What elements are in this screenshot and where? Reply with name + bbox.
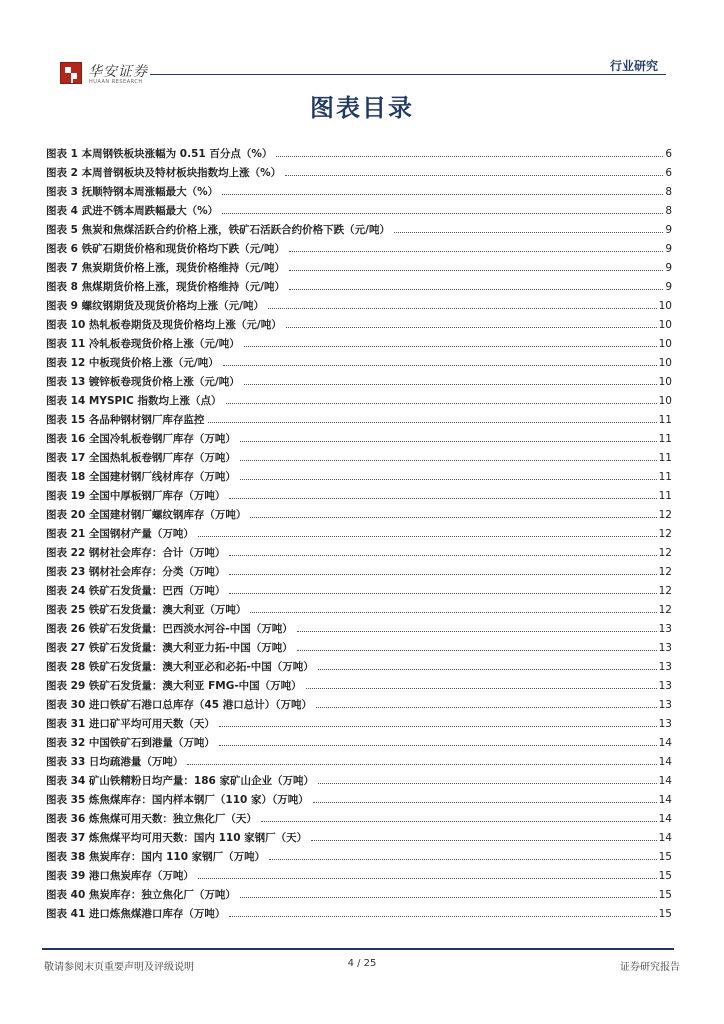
toc-entry-page: 10 — [658, 395, 672, 407]
toc-leader-dots — [208, 422, 656, 423]
report-type-tag: 行业研究 — [609, 59, 658, 73]
toc-entry-label[interactable]: 图表 16 全国冷轧板卷钢厂库存（万吨） — [46, 433, 236, 445]
toc-entry[interactable] — [46, 146, 672, 165]
toc-entry[interactable] — [46, 659, 672, 678]
toc-entry-page: 12 — [658, 566, 672, 578]
toc-leader-dots — [240, 441, 657, 442]
toc-entry[interactable] — [46, 336, 672, 355]
toc-entry-page: 11 — [658, 490, 672, 502]
toc-entry-label[interactable]: 图表 27 铁矿石发货量：澳大利亚力拓-中国（万吨） — [46, 642, 293, 654]
toc-entry-label[interactable]: 图表 19 全国中厚板钢厂库存（万吨） — [46, 490, 226, 502]
toc-entry[interactable] — [46, 488, 672, 507]
toc-entry[interactable] — [46, 849, 672, 868]
toc-leader-dots — [223, 365, 657, 366]
toc-entry-label[interactable]: 图表 17 全国热轧板卷钢厂库存（万吨） — [46, 452, 236, 464]
toc-entry-page: 13 — [658, 623, 672, 635]
page-number: 4 / 25 — [347, 958, 377, 969]
toc-entry-label[interactable]: 图表 23 钢材社会库存：分类（万吨） — [46, 566, 226, 578]
toc-entry-page: 8 — [665, 186, 672, 198]
toc-leader-dots — [244, 346, 657, 347]
toc-entry-page: 12 — [658, 528, 672, 540]
toc-entry[interactable] — [46, 754, 672, 773]
toc-leader-dots — [229, 555, 656, 556]
toc-leader-dots — [289, 270, 663, 271]
toc-entry[interactable] — [46, 526, 672, 545]
toc-entry-page: 11 — [658, 433, 672, 445]
toc-entry-page: 12 — [658, 547, 672, 559]
toc-leader-dots — [244, 384, 657, 385]
toc-entry[interactable] — [46, 203, 672, 222]
toc-leader-dots — [219, 726, 657, 727]
toc-leader-dots — [285, 175, 663, 176]
toc-entry-page: 13 — [658, 718, 672, 730]
toc-entry[interactable] — [46, 545, 672, 564]
toc-leader-dots — [269, 859, 656, 860]
toc-leader-dots — [316, 707, 657, 708]
toc-entry-label[interactable]: 图表 8 焦煤期货价格上涨，现货价格维持（元/吨） — [46, 281, 285, 293]
toc-entry-page: 13 — [658, 661, 672, 673]
toc-entry-page: 12 — [658, 604, 672, 616]
toc-entry[interactable] — [46, 374, 672, 393]
page-title: 图表目录 — [310, 94, 414, 122]
toc-entry-page: 14 — [658, 813, 672, 825]
toc-entry-page: 14 — [658, 756, 672, 768]
toc-entry[interactable] — [46, 602, 672, 621]
toc-entry[interactable] — [46, 621, 672, 640]
toc-leader-dots — [219, 745, 657, 746]
toc-entry-page: 10 — [658, 357, 672, 369]
toc-entry[interactable] — [46, 678, 672, 697]
toc-entry[interactable] — [46, 165, 672, 184]
toc-entry-page: 10 — [658, 300, 672, 312]
toc-entry-label[interactable]: 图表 33 日均疏港量（万吨） — [46, 756, 184, 768]
toc-leader-dots — [313, 802, 657, 803]
toc-entry-label[interactable]: 图表 18 全国建材钢厂线材库存（万吨） — [46, 471, 236, 483]
toc-leader-dots — [240, 897, 657, 898]
toc-entry[interactable] — [46, 222, 672, 241]
toc-entry[interactable] — [46, 393, 672, 412]
toc-entry[interactable] — [46, 507, 672, 526]
page-header — [0, 0, 724, 95]
header-divider — [150, 74, 666, 75]
toc-entry-page: 14 — [658, 832, 672, 844]
toc-entry-label[interactable]: 图表 7 焦炭期货价格上涨，现货价格维持（元/吨） — [46, 262, 285, 274]
toc-entry-label[interactable]: 图表 14 MYSPIC 指数均上涨（点） — [46, 395, 222, 407]
toc-leader-dots — [286, 327, 657, 328]
toc-entry-page: 15 — [658, 851, 672, 863]
toc-entry-page: 11 — [658, 471, 672, 483]
toc-entry-label[interactable]: 图表 29 铁矿石发货量：澳大利亚 FMG-中国（万吨） — [46, 680, 302, 692]
toc-entry-page: 13 — [658, 680, 672, 692]
toc-leader-dots — [261, 821, 657, 822]
toc-entry[interactable] — [46, 906, 672, 925]
toc-entry-page: 13 — [658, 699, 672, 711]
toc-entry-label[interactable]: 图表 36 炼焦煤可用天数：独立焦化厂（天） — [46, 813, 257, 825]
toc-entry-page: 15 — [658, 870, 672, 882]
toc-entry-page: 9 — [665, 243, 672, 255]
toc-entry-page: 14 — [658, 775, 672, 787]
toc-entry-label[interactable]: 图表 9 螺纹钢期货及现货价格均上涨（元/吨） — [46, 300, 264, 312]
toc-leader-dots — [229, 593, 656, 594]
toc-entry-label[interactable]: 图表 10 热轧板卷期货及现货价格均上涨（元/吨） — [46, 319, 282, 331]
toc-entry-label[interactable]: 图表 40 焦炭库存：独立焦化厂（万吨） — [46, 889, 236, 901]
toc-leader-dots — [222, 194, 663, 195]
toc-entry[interactable] — [46, 355, 672, 374]
toc-entry-page: 9 — [665, 224, 672, 236]
toc-entry-page: 9 — [665, 262, 672, 274]
toc-entry-label[interactable]: 图表 34 矿山铁精粉日均产量：186 家矿山企业（万吨） — [46, 775, 314, 787]
toc-entry-label[interactable]: 图表 13 镀锌板卷现货价格上涨（元/吨） — [46, 376, 240, 388]
toc-entry[interactable] — [46, 317, 672, 336]
toc-entry[interactable] — [46, 830, 672, 849]
toc-entry-page: 15 — [658, 889, 672, 901]
toc-entry-page: 6 — [665, 148, 672, 160]
toc-entry[interactable] — [46, 564, 672, 583]
toc-leader-dots — [198, 536, 657, 537]
toc-leader-dots — [240, 460, 657, 461]
toc-entry[interactable] — [46, 887, 672, 906]
toc-entry-label[interactable]: 图表 6 铁矿石期货价格和现货价格均下跌（元/吨） — [46, 243, 285, 255]
toc-entry-page: 10 — [658, 338, 672, 350]
toc-entry-label[interactable]: 图表 30 进口铁矿石港口总库存（45 港口总计）（万吨） — [46, 699, 312, 711]
toc-leader-dots — [297, 650, 657, 651]
toc-entry-page: 11 — [658, 452, 672, 464]
toc-leader-dots — [187, 764, 656, 765]
toc-entry[interactable] — [46, 241, 672, 260]
toc-entry[interactable] — [46, 697, 672, 716]
toc-entry[interactable] — [46, 792, 672, 811]
toc-leader-dots — [250, 517, 656, 518]
toc-entry[interactable] — [46, 716, 672, 735]
toc-entry-label[interactable]: 图表 2 本周普钢板块及特材板块指数均上涨（%） — [46, 167, 282, 179]
footer-report-type: 证券研究报告 — [620, 962, 680, 973]
toc-leader-dots — [318, 669, 657, 670]
footer-divider — [42, 948, 674, 950]
toc-entry-label[interactable]: 图表 12 中板现货价格上涨（元/吨） — [46, 357, 219, 369]
figure-toc-list — [46, 146, 672, 925]
toc-entry[interactable] — [46, 184, 672, 203]
logo-text-cn: 华安证券 — [88, 64, 148, 80]
toc-entry-label[interactable]: 图表 35 炼焦煤库存：国内样本钢厂（110 家）（万吨） — [46, 794, 309, 806]
toc-entry[interactable] — [46, 868, 672, 887]
toc-entry-label[interactable]: 图表 20 全国建材钢厂螺纹钢库存（万吨） — [46, 509, 247, 521]
toc-entry-label[interactable]: 图表 41 进口炼焦煤港口库存（万吨） — [46, 908, 226, 920]
toc-entry[interactable] — [46, 583, 672, 602]
toc-leader-dots — [250, 612, 656, 613]
toc-entry-page: 13 — [658, 642, 672, 654]
toc-leader-dots — [289, 251, 663, 252]
toc-leader-dots — [240, 479, 657, 480]
toc-entry-page: 10 — [658, 376, 672, 388]
toc-entry[interactable] — [46, 469, 672, 488]
toc-entry-page: 11 — [658, 414, 672, 426]
huaan-logo-icon — [60, 62, 82, 84]
toc-entry-label[interactable]: 图表 32 中国铁矿石到港量（万吨） — [46, 737, 215, 749]
toc-leader-dots — [289, 289, 663, 290]
toc-entry-label[interactable]: 图表 21 全国钢材产量（万吨） — [46, 528, 194, 540]
toc-entry-label[interactable]: 图表 31 进口矿平均可用天数（天） — [46, 718, 215, 730]
toc-entry[interactable] — [46, 298, 672, 317]
toc-entry[interactable] — [46, 260, 672, 279]
logo-text-en: HUAAN RESEARCH — [89, 79, 143, 85]
toc-entry[interactable] — [46, 450, 672, 469]
toc-leader-dots — [318, 783, 657, 784]
toc-entry-label[interactable]: 图表 1 本周钢铁板块涨幅为 0.51 百分点（%） — [46, 148, 273, 160]
toc-entry-page: 12 — [658, 509, 672, 521]
toc-entry-label[interactable]: 图表 28 铁矿石发货量：澳大利亚必和必拓-中国（万吨） — [46, 661, 314, 673]
toc-leader-dots — [394, 232, 663, 233]
toc-entry-page: 10 — [658, 319, 672, 331]
toc-entry-label[interactable]: 图表 25 铁矿石发货量：澳大利亚（万吨） — [46, 604, 247, 616]
toc-leader-dots — [276, 156, 663, 157]
toc-entry-label[interactable]: 图表 26 铁矿石发货量：巴西淡水河谷-中国（万吨） — [46, 623, 293, 635]
toc-leader-dots — [222, 213, 663, 214]
toc-entry-label[interactable]: 图表 37 炼焦煤平均可用天数：国内 110 家钢厂（天） — [46, 832, 308, 844]
toc-leader-dots — [297, 631, 657, 632]
toc-entry[interactable] — [46, 735, 672, 754]
toc-entry-page: 9 — [665, 281, 672, 293]
toc-entry-label[interactable]: 图表 22 钢材社会库存：合计（万吨） — [46, 547, 226, 559]
toc-entry-label[interactable]: 图表 38 焦炭库存：国内 110 家钢厂（万吨） — [46, 851, 266, 863]
toc-entry-page: 8 — [665, 205, 672, 217]
footer-disclaimer: 敬请参阅末页重要声明及评级说明 — [44, 962, 194, 973]
toc-entry[interactable] — [46, 279, 672, 298]
toc-leader-dots — [229, 916, 656, 917]
toc-entry[interactable] — [46, 811, 672, 830]
toc-entry[interactable] — [46, 640, 672, 659]
toc-leader-dots — [229, 574, 656, 575]
toc-entry-label[interactable]: 图表 5 焦炭和焦煤活跃合约价格上涨，铁矿石活跃合约价格下跌（元/吨） — [46, 224, 390, 236]
toc-entry-page: 6 — [665, 167, 672, 179]
toc-entry-page: 12 — [658, 585, 672, 597]
toc-leader-dots — [268, 308, 657, 309]
toc-entry-page: 14 — [658, 794, 672, 806]
toc-entry-label[interactable]: 图表 15 各品种钢材钢厂库存监控 — [46, 414, 205, 426]
toc-leader-dots — [229, 498, 656, 499]
toc-entry[interactable] — [46, 431, 672, 450]
toc-entry-label[interactable]: 图表 3 抚顺特钢本周涨幅最大（%） — [46, 186, 219, 198]
toc-entry[interactable] — [46, 412, 672, 431]
toc-entry-label[interactable]: 图表 24 铁矿石发货量：巴西（万吨） — [46, 585, 226, 597]
toc-entry-page: 14 — [658, 737, 672, 749]
toc-leader-dots — [306, 688, 657, 689]
toc-leader-dots — [198, 878, 657, 879]
toc-leader-dots — [226, 403, 657, 404]
toc-entry-page: 15 — [658, 908, 672, 920]
toc-leader-dots — [311, 840, 656, 841]
toc-entry-label[interactable]: 图表 4 武进不锈本周跌幅最大（%） — [46, 205, 219, 217]
toc-entry-label[interactable]: 图表 39 港口焦炭库存（万吨） — [46, 870, 194, 882]
toc-entry[interactable] — [46, 773, 672, 792]
toc-entry-label[interactable]: 图表 11 冷轧板卷现货价格上涨（元/吨） — [46, 338, 240, 350]
